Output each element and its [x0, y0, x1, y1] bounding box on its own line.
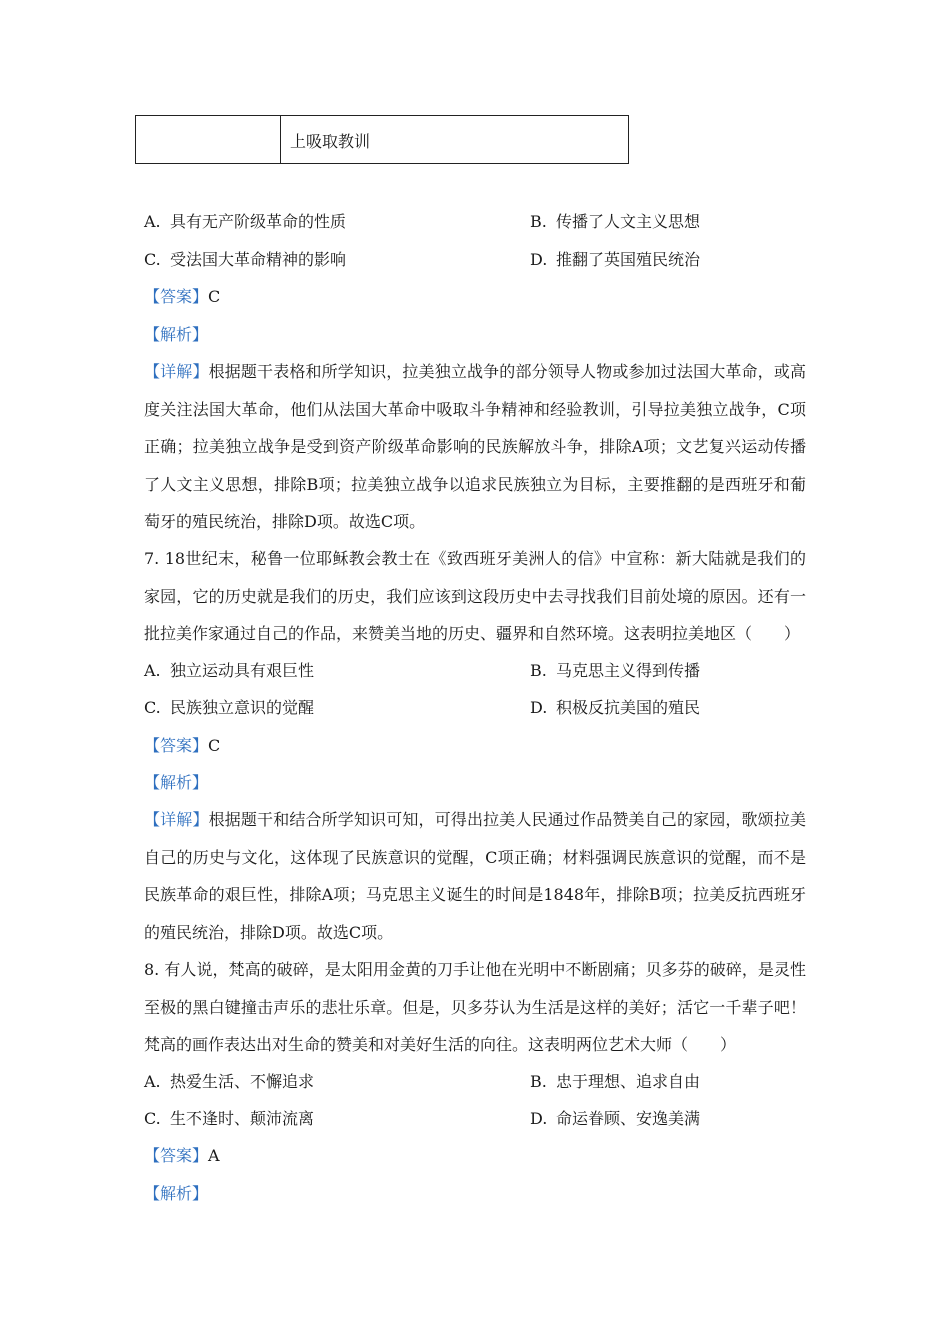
q7-analysis-heading: 【解析】: [144, 773, 209, 792]
q8-analysis-heading: 【解析】: [144, 1184, 209, 1203]
q7-option-a: A. 独立运动具有艰巨性: [144, 661, 315, 680]
q7-detail: 【详解】根据题干和结合所学知识可知，可得出拉美人民通过作品赞美自己的家园，歌颂拉美自己的历史与文化，这体现了民族意识的觉醒，C项正确；材料强调民族意识的觉醒，而不是民族革命的艰巨性，排除A项；马克思主义诞生的时间是1848年，排除B项；拉美反抗西班牙的殖民统治，排除D项。故选C项。: [144, 810, 806, 942]
q6-option-b: B. 传播了人文主义思想: [530, 212, 701, 231]
q8-option-c: C. 生不逢时、颠沛流离: [144, 1109, 315, 1128]
q7-answer: 【答案】C: [144, 736, 221, 755]
q8-stem: 8. 有人说，梵高的破碎，是太阳用金黄的刀手让他在光明中不断剧痛；贝多芬的破碎，是灵性至极的黑白键撞击声乐的悲壮乐章。但是，贝多芬认为生活是这样的美好；活它一千辈子吧！梵高的画作表达出对生命的赞美和对美好生活的向往。这表明两位艺术大师（ ）: [144, 960, 806, 1054]
q6-option-c: C. 受法国大革命精神的影响: [144, 250, 347, 269]
q7-option-d: D. 积极反抗美国的殖民: [530, 698, 701, 717]
table-fragment: [135, 115, 629, 164]
q7-option-b: B. 马克思主义得到传播: [530, 661, 701, 680]
q7-stem: 7. 18世纪末，秘鲁一位耶稣教会教士在《致西班牙美洲人的信》中宣称：新大陆就是我们的家园，它的历史就是我们的历史，我们应该到这段历史中去寻找我们目前处境的原因。还有一批拉美作家通过自己的作品，来赞美当地的历史、疆界和自然环境。这表明拉美地区（ ）: [144, 549, 806, 643]
table-cell-right: 上吸取教训: [290, 132, 371, 151]
table-divider: [280, 116, 281, 163]
q7-option-c: C. 民族独立意识的觉醒: [144, 698, 315, 717]
q6-analysis-heading: 【解析】: [144, 325, 209, 344]
q6-option-d: D. 推翻了英国殖民统治: [530, 250, 701, 269]
q6-option-a: A. 具有无产阶级革命的性质: [144, 212, 347, 231]
q6-answer: 【答案】C: [144, 287, 221, 306]
q6-detail: 【详解】根据题干表格和所学知识，拉美独立战争的部分领导人物或参加过法国大革命，或高度关注法国大革命，他们从法国大革命中吸取斗争精神和经验教训，引导拉美独立战争，C项正确；拉美独立战争是受到资产阶级革命影响的民族解放斗争，排除A项；文艺复兴运动传播了人文主义思想，排除B项；拉美独立战争以追求民族独立为目标，主要推翻的是西班牙和葡萄牙的殖民统治，排除D项。故选C项。: [144, 362, 806, 531]
q8-answer: 【答案】A: [144, 1146, 220, 1165]
q8-option-b: B. 忠于理想、追求自由: [530, 1072, 701, 1091]
q8-option-a: A. 热爱生活、不懈追求: [144, 1072, 315, 1091]
q8-option-d: D. 命运眷顾、安逸美满: [530, 1109, 701, 1128]
